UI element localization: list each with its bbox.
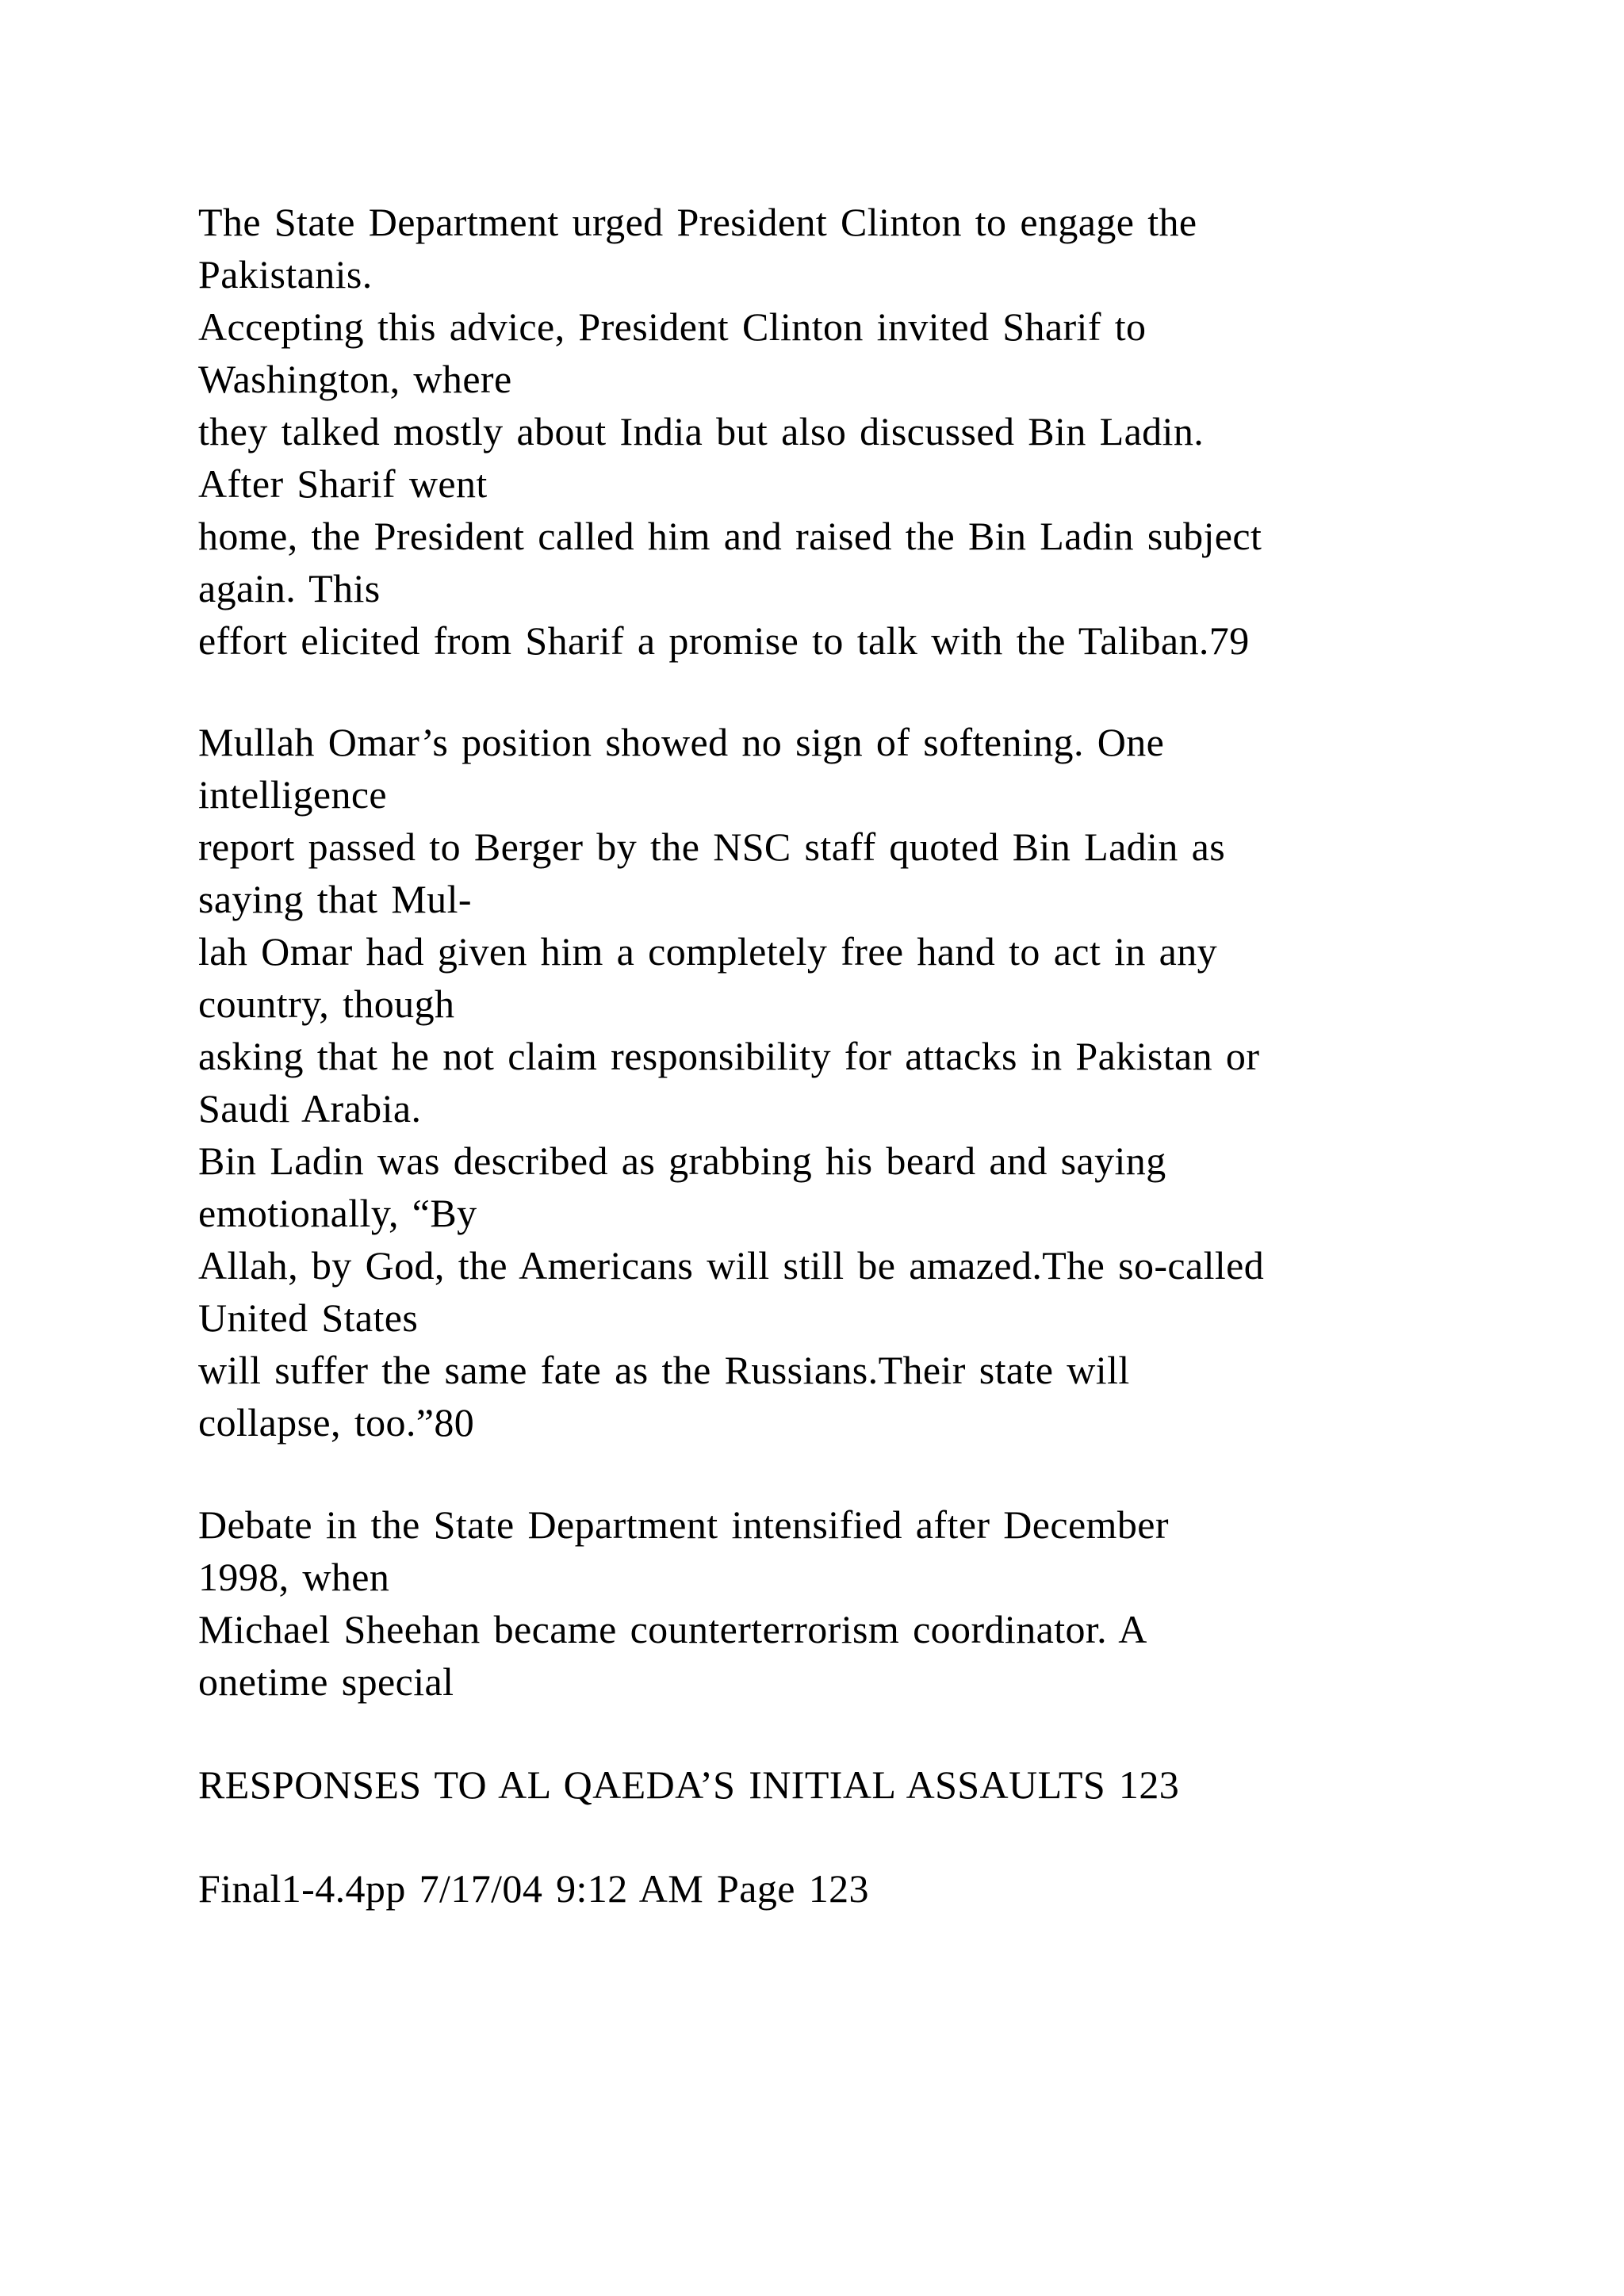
text-line: Pakistanis. — [198, 252, 373, 297]
text-line: report passed to Berger by the NSC staff quoted Bin Ladin as — [198, 825, 1226, 869]
text-line: lah Omar had given him a completely free hand to act in any — [198, 929, 1218, 974]
text-line: Bin Ladin was described as grabbing his beard and saying — [198, 1138, 1166, 1183]
text-line: collapse, too.”80 — [198, 1400, 475, 1445]
text-line: home, the President called him and raised the Bin Ladin subject — [198, 514, 1262, 558]
text-line: The State Department urged President Clinton to engage the — [198, 200, 1197, 244]
text-line: will suffer the same fate as the Russians.Their state will — [198, 1348, 1130, 1392]
running-footer: RESPONSES TO AL QAEDA’S INITIAL ASSAULTS 123 — [198, 1762, 1180, 1807]
text-line: asking that he not claim responsibility for attacks in Pakistan or — [198, 1034, 1260, 1078]
text-line: saying that Mul- — [198, 877, 472, 921]
text-line: Mullah Omar’s position showed no sign of softening. One — [198, 720, 1165, 764]
text-line: Allah, by God, the Americans will still be amazed.The so-called — [198, 1243, 1265, 1288]
text-line: United States — [198, 1295, 419, 1340]
text-line: Michael Sheehan became counterterrorism coordinator. A — [198, 1607, 1147, 1651]
print-slug: Final1-4.4pp 7/17/04 9:12 AM Page 123 — [198, 1866, 869, 1911]
text-line: After Sharif went — [198, 461, 488, 506]
text-line: 1998, when — [198, 1555, 390, 1599]
text-line: Saudi Arabia. — [198, 1086, 422, 1131]
text-line: Washington, where — [198, 357, 512, 401]
text-line: Debate in the State Department intensified after December — [198, 1502, 1169, 1547]
text-line: effort elicited from Sharif a promise to talk with the Taliban.79 — [198, 618, 1250, 663]
text-line: intelligence — [198, 772, 388, 817]
text-line: again. This — [198, 566, 381, 610]
text-line: Accepting this advice, President Clinton invited Sharif to — [198, 304, 1147, 349]
text-line: they talked mostly about India but also discussed Bin Ladin. — [198, 409, 1205, 453]
text-line: onetime special — [198, 1659, 454, 1704]
text-line: country, though — [198, 982, 455, 1026]
text-line: emotionally, “By — [198, 1191, 477, 1235]
